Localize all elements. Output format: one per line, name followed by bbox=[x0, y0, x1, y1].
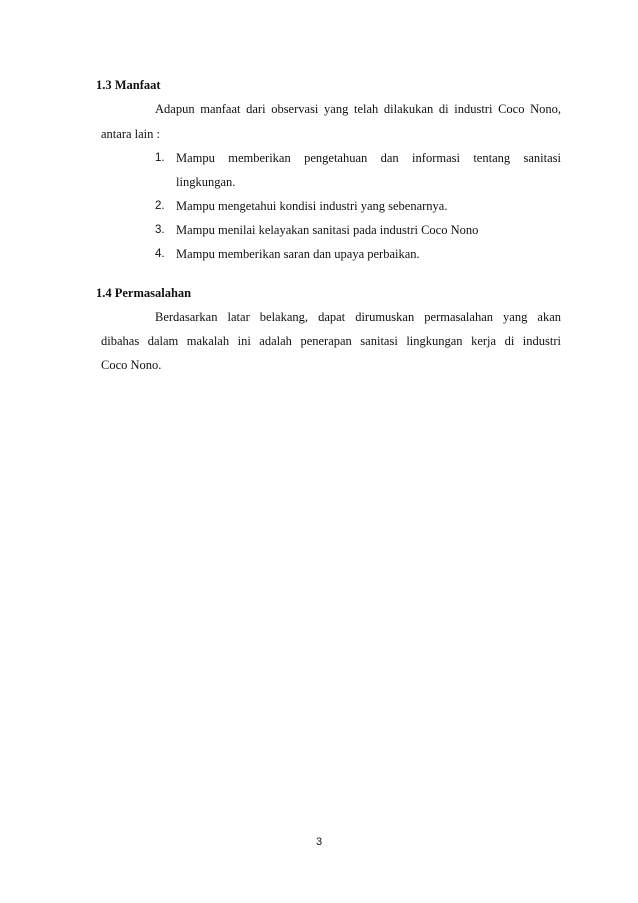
list-number-2: 2. bbox=[155, 200, 165, 212]
list-item-3: Mampu menilai kelayakan sanitasi pada industri Coco Nono bbox=[176, 223, 479, 237]
section-heading-permasalahan: 1.4 Permasalahan bbox=[96, 286, 192, 300]
list-item-1-line-2: lingkungan. bbox=[176, 175, 236, 189]
manfaat-intro-line-1: Adapun manfaat dari observasi yang telah dilakukan di industri Coco Nono, bbox=[155, 102, 561, 116]
manfaat-intro-line-2: antara lain : bbox=[101, 127, 160, 141]
list-number-3: 3. bbox=[155, 224, 165, 236]
section-heading-manfaat: 1.3 Manfaat bbox=[96, 78, 161, 92]
list-item-4: Mampu memberikan saran dan upaya perbaikan. bbox=[176, 247, 420, 261]
permasalahan-line-2: dibahas dalam makalah ini adalah penerapan sanitasi lingkungan kerja di industri bbox=[101, 334, 561, 348]
list-item-1-line-1: Mampu memberikan pengetahuan dan informasi tentang sanitasi bbox=[176, 151, 561, 165]
page-number: 3 bbox=[315, 836, 323, 848]
permasalahan-line-3: Coco Nono. bbox=[101, 358, 162, 372]
permasalahan-line-1: Berdasarkan latar belakang, dapat dirumuskan permasalahan yang akan bbox=[155, 310, 561, 324]
list-number-1: 1. bbox=[155, 152, 165, 164]
list-number-4: 4. bbox=[155, 248, 165, 260]
list-item-2: Mampu mengetahui kondisi industri yang sebenarnya. bbox=[176, 199, 448, 213]
